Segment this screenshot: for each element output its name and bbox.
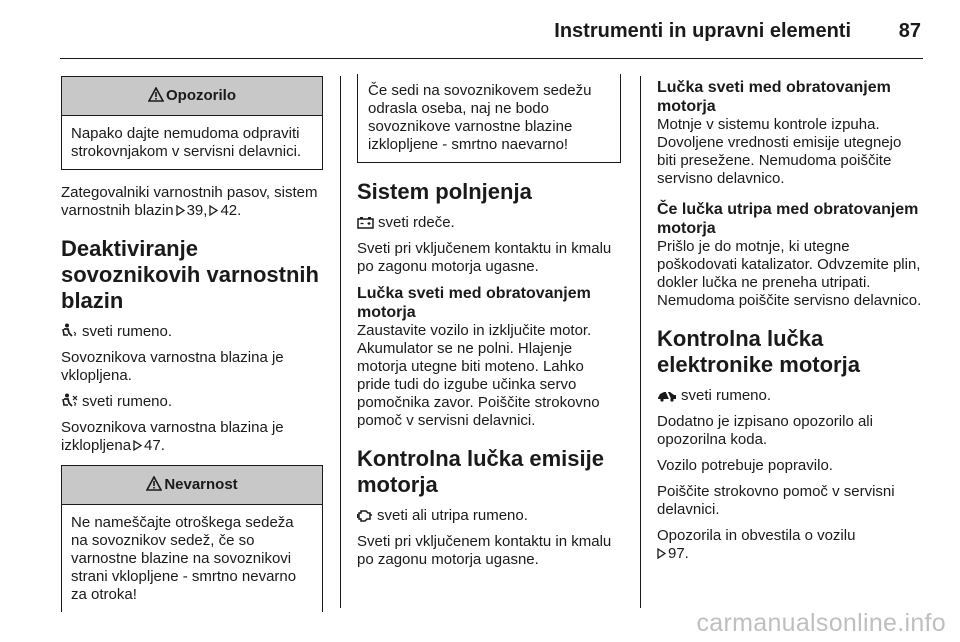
page-reference-icon bbox=[133, 440, 142, 451]
warning-triangle-icon bbox=[148, 87, 164, 102]
page-title: Instrumenti in upravni elementi bbox=[554, 20, 851, 42]
warning-box bbox=[61, 76, 323, 170]
emission-state: sveti ali utripa rumeno. bbox=[377, 507, 528, 524]
page-header bbox=[60, 18, 923, 59]
electronics-ref[interactable]: 97. bbox=[668, 545, 689, 562]
seatbelt-ref-1[interactable]: 39, bbox=[186, 202, 208, 219]
warning-box-text: Napako dajte nemudoma odpraviti strokovnjakom v servisni delavnici. bbox=[71, 125, 302, 160]
battery-icon bbox=[357, 216, 374, 229]
charging-state: sveti rdeče. bbox=[378, 214, 455, 231]
emission-state-line bbox=[357, 507, 621, 525]
engine-check-icon bbox=[357, 508, 373, 522]
charging-description: Sveti pri vključenem kontaktu in kmalu po zagonu motorja ugasne. bbox=[357, 240, 612, 275]
emission-flash-heading: Če lučka utripa med obratovanjem motorja bbox=[657, 201, 919, 237]
danger-box-header bbox=[62, 466, 322, 505]
seatbelt-text: Zategovalniki varnostnih pasov, sistem varnostnih blazin bbox=[61, 184, 318, 219]
column-middle bbox=[357, 76, 621, 577]
column-right bbox=[657, 76, 923, 563]
column-left bbox=[61, 76, 323, 626]
electronics-description-2: Vozilo potrebuje popravilo. bbox=[657, 457, 833, 474]
airbag-on-state: sveti rumeno. bbox=[82, 323, 173, 340]
emission-flash-body: Prišlo je do motnje, ki utegne poškodovati katalizator. Odvzemite plin, dokler lučka ne preneha utripati. Nemudoma poiščite servisno delavnico. bbox=[657, 238, 922, 309]
charging-subheading: Lučka sveti med obratovanjem motorja bbox=[357, 285, 591, 321]
electronics-description-3: Poiščite strokovno pomoč v servisni delavnici. bbox=[657, 483, 895, 518]
airbag-off-line bbox=[61, 393, 323, 411]
seatbelt-paragraph bbox=[61, 184, 323, 220]
airbag-on-description: Sovoznikova varnostna blazina je vklopljena. bbox=[61, 349, 284, 384]
emission-description: Sveti pri vključenem kontaktu in kmalu po zagonu motorja ugasne. bbox=[357, 533, 612, 568]
warning-box-title: Opozorilo bbox=[166, 87, 236, 104]
airbag-off-icon bbox=[61, 393, 78, 408]
emission-lit-heading: Lučka sveti med obratovanjem motorja bbox=[657, 79, 891, 115]
charging-subbody: Zaustavite vozilo in izključite motor. Akumulator se ne polni. Hlajenje motorja utegne biti moteno. Lahko pride tudi do izgube učinka servo pomočnika zavor. Poiščite strokovno pomoč v servisni delavnici. bbox=[357, 322, 600, 429]
danger-box-continuation: Če sedi na sovoznikovem sedežu odrasla oseba, naj ne bodo sovoznikove varnostne blazine izklopljene - smrtno naevarno! bbox=[357, 74, 621, 163]
airbag-off-description: Sovoznikova varnostna blazina je izklopljena bbox=[61, 419, 284, 454]
electronics-state-line bbox=[657, 387, 923, 405]
danger-box-text: Ne nameščajte otroškega sedeža na sovoznikov sedež, če so varnostne blazine na sovoznikovi strani vklopljene - smrtno nevarno za otroka! bbox=[71, 514, 297, 603]
column-divider-right bbox=[640, 76, 641, 608]
airbag-section-heading: Deaktiviranje sovoznikovih varnostnih blazin bbox=[61, 236, 319, 313]
page-reference-icon bbox=[176, 205, 185, 216]
electronics-state: sveti rumeno. bbox=[681, 387, 772, 404]
airbag-off-paragraph bbox=[61, 419, 323, 455]
page-reference-icon bbox=[657, 548, 666, 559]
emission-lit-body: Motnje v sistemu kontrole izpuha. Dovoljene vrednosti emisije utegnejo biti presežene. Nemudoma poiščite servisno delavnico. bbox=[657, 116, 902, 187]
page-number: 87 bbox=[898, 20, 921, 42]
warning-triangle-icon bbox=[146, 476, 162, 491]
electronics-section-heading: Kontrolna lučka elektronike motorja bbox=[657, 326, 860, 377]
emission-section-heading: Kontrolna lučka emisije motorja bbox=[357, 446, 604, 497]
airbag-off-ref[interactable]: 47. bbox=[144, 437, 165, 454]
electronics-description-4-paragraph bbox=[657, 527, 923, 563]
seatbelt-ref-2[interactable]: 42. bbox=[220, 202, 242, 219]
danger-box-title: Nevarnost bbox=[164, 476, 238, 493]
car-wrench-icon bbox=[657, 389, 677, 402]
warning-box-header bbox=[62, 77, 322, 116]
airbag-on-line bbox=[61, 323, 323, 341]
charging-section-heading: Sistem polnjenja bbox=[357, 179, 532, 204]
watermark: carmanualsonline.info bbox=[696, 609, 946, 637]
column-divider-left bbox=[340, 76, 341, 608]
airbag-off-state: sveti rumeno. bbox=[82, 393, 173, 410]
page-reference-icon bbox=[209, 205, 218, 216]
danger-box bbox=[61, 465, 323, 612]
electronics-description-4: Opozorila in obvestila o vozilu bbox=[657, 527, 856, 544]
electronics-description-1: Dodatno je izpisano opozorilo ali opozorilna koda. bbox=[657, 413, 873, 448]
charging-state-line bbox=[357, 214, 621, 232]
airbag-on-icon bbox=[61, 323, 78, 338]
